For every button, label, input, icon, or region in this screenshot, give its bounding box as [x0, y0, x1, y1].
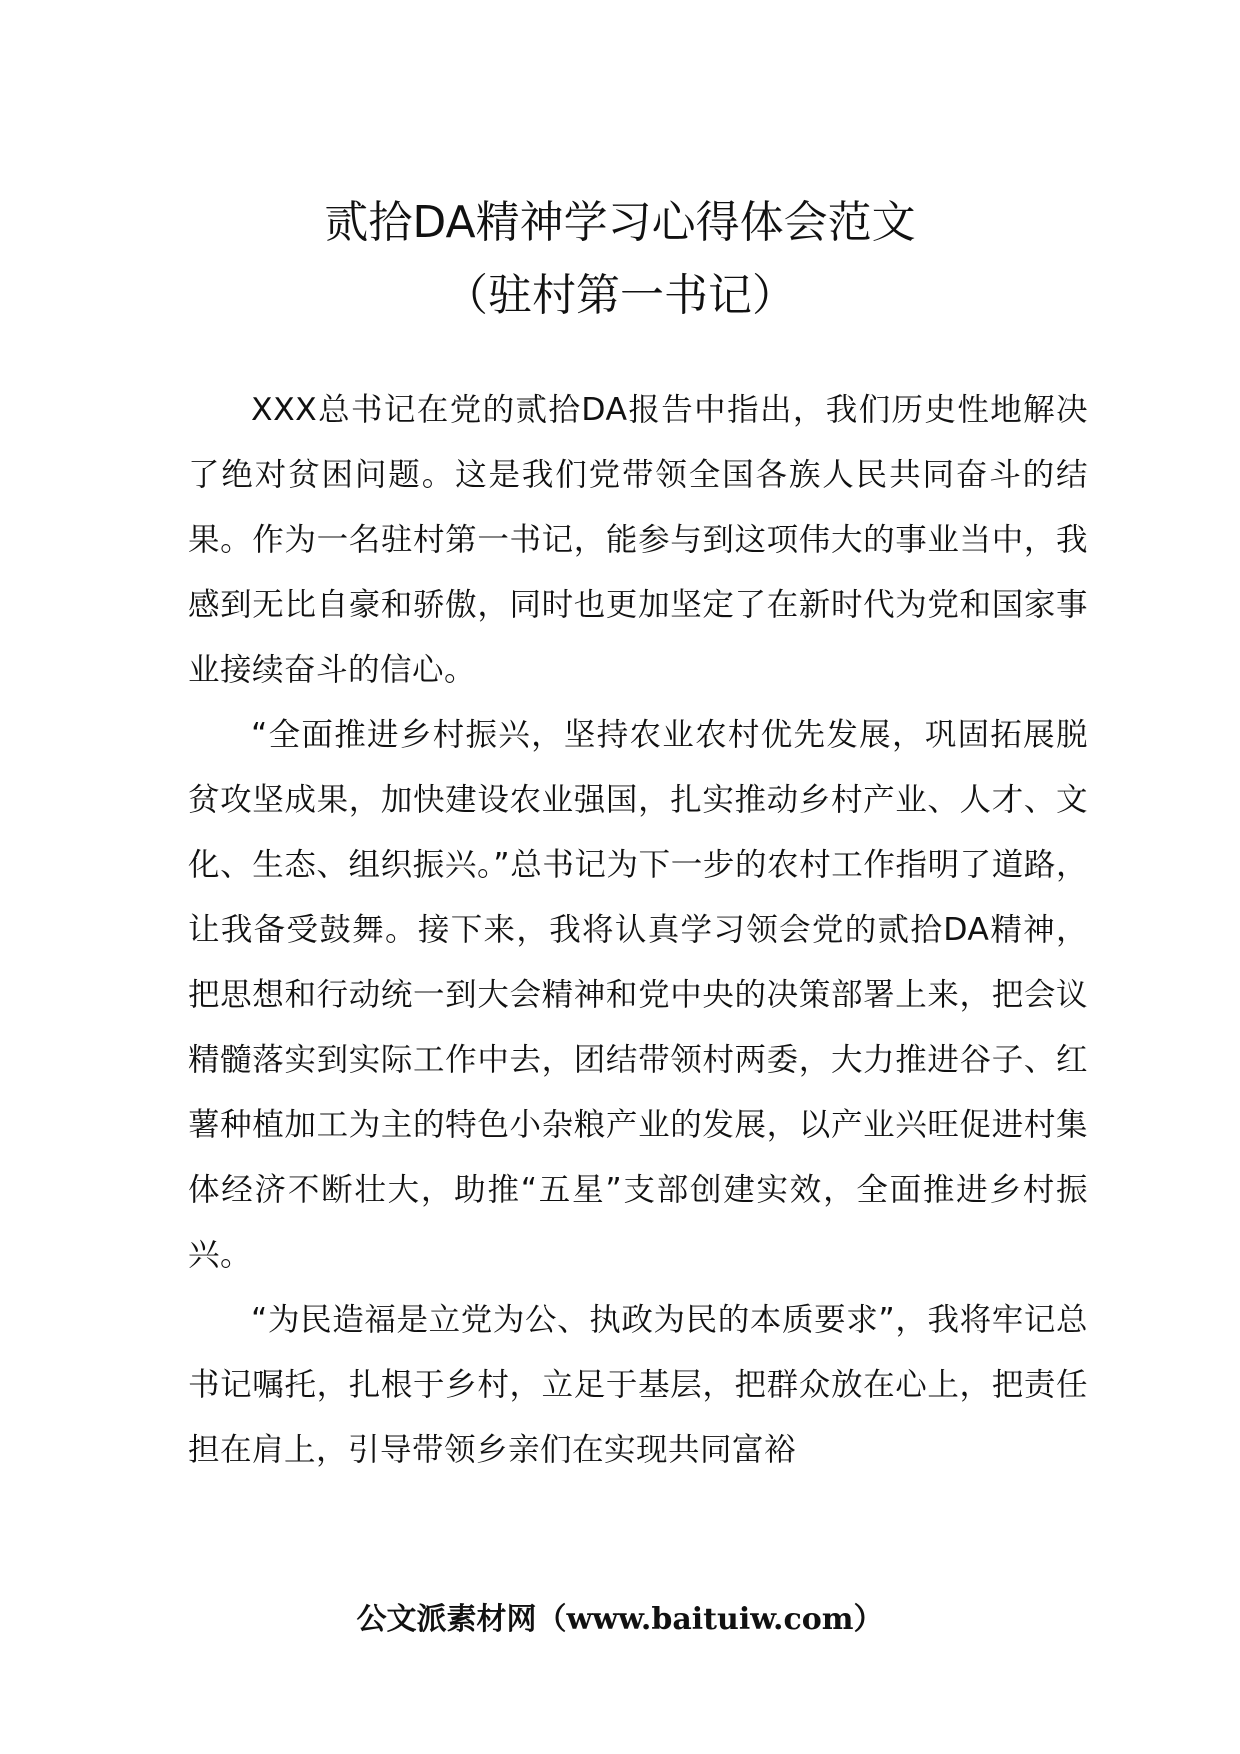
paragraph-2: “全面推进乡村振兴，坚持农业农村优先发展，巩固拓展脱贫攻坚成果，加快建设农业强国，扎实推动乡村产业、人才、文化、生态、组织振兴。”总书记为下一步的农村工作指明了道路，让我备受鼓舞。接下来，我将认真学习领会党的贰拾DA精神，把思想和行动统一到大会精神和党中央的决策部署上来，把会议精髓落实到实际工作中去，团结带领村两委，大力推进谷子、红薯种植加工为主的特色小杂粮产业的发展，以产业兴旺促进村集体经济不断壮大，助推“五星”支部创建实效，全面推进乡村振兴。 — [188, 717, 1088, 1273]
document-title: 贰拾DA精神学习心得体会范文 — [324, 197, 916, 248]
document-subtitle: （驻村第一书记） — [444, 270, 796, 321]
document-body — [188, 378, 1088, 1483]
page-footer: 公文派素材网（www.baituiw.com） — [356, 1602, 884, 1637]
paragraph-3: “为民造福是立党为公、执政为民的本质要求”，我将牢记总书记嘱托，扎根于乡村，立足于基层，把群众放在心上，把责任担在肩上，引导带领乡亲们在实现共同富裕 — [188, 1302, 1088, 1468]
paragraph-1: XXX总书记在党的贰拾DA报告中指出，我们历史性地解决了绝对贫困问题。这是我们党带领全国各族人民共同奋斗的结果。作为一名驻村第一书记，能参与到这项伟大的事业当中，我感到无比自豪和骄傲，同时也更加坚定了在新时代为党和国家事业接续奋斗的信心。 — [188, 392, 1088, 688]
